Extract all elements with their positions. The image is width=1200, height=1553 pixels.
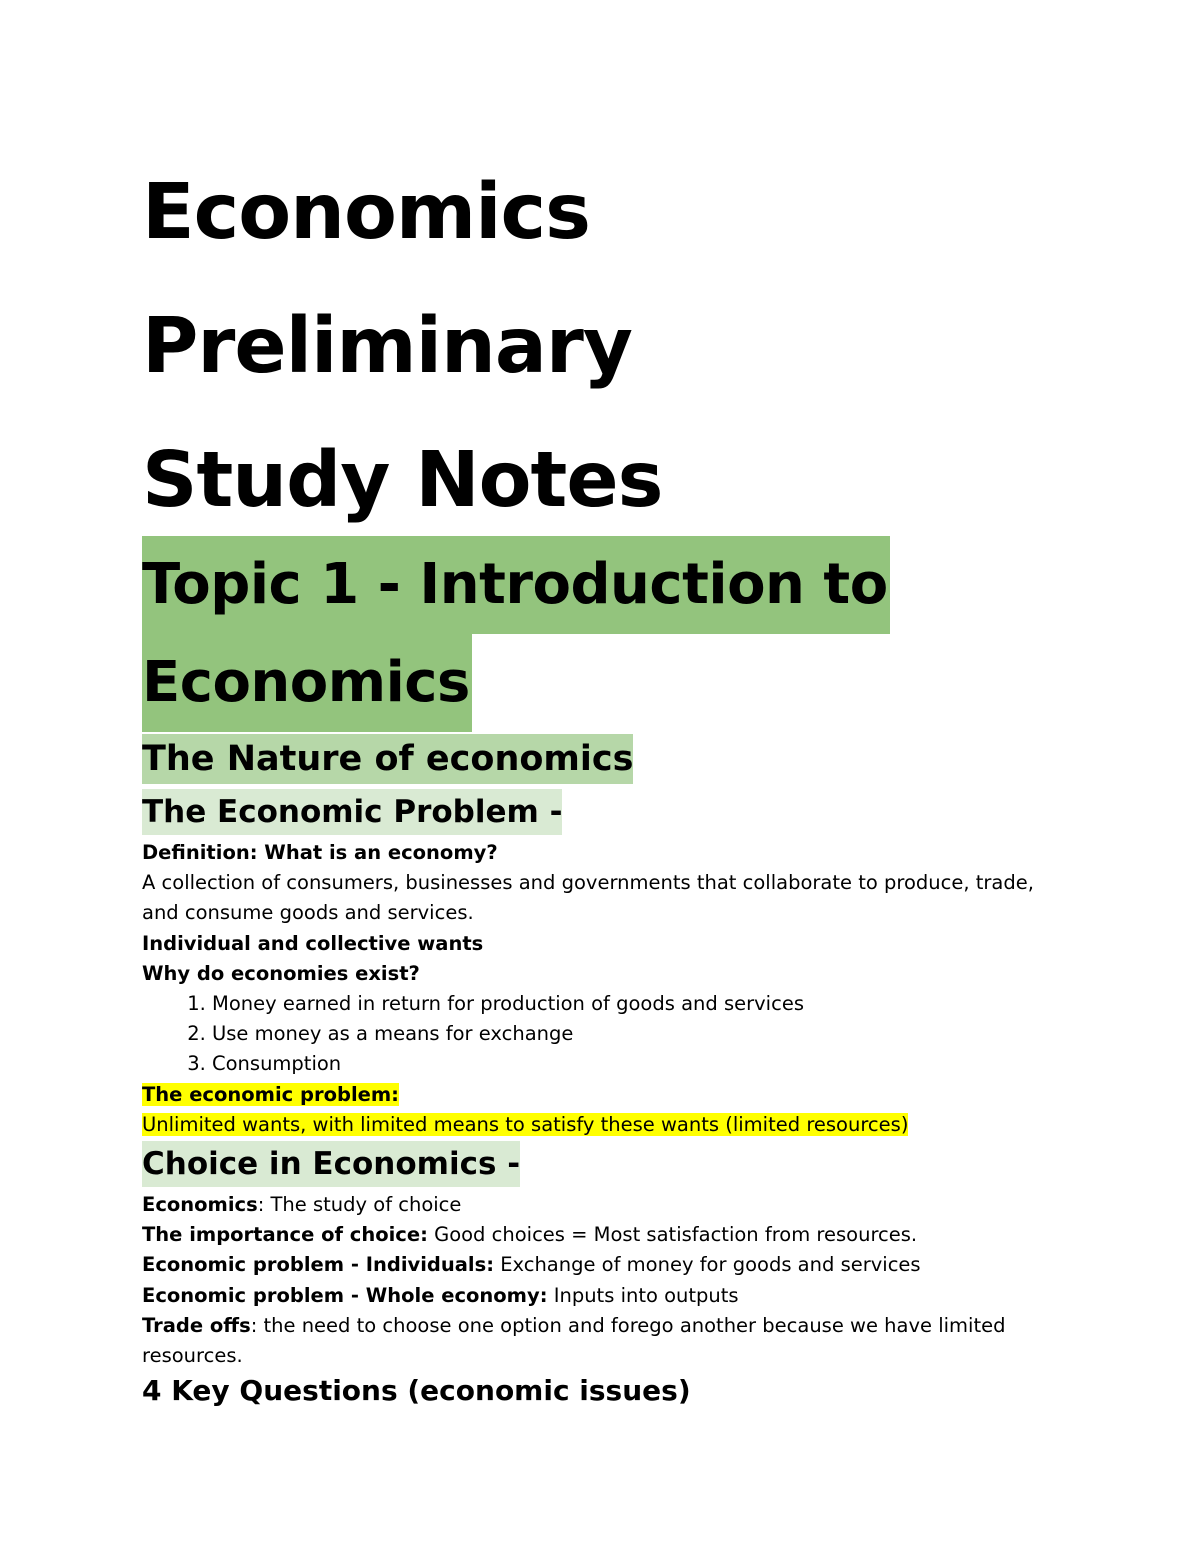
section-heading-economic-problem	[142, 789, 562, 835]
wants-heading: Individual and collective wants	[142, 931, 484, 955]
list-item: 2. Use money as a means for exchange	[212, 1019, 1072, 1049]
list-item: 3. Consumption	[212, 1049, 1072, 1079]
topic-heading	[142, 536, 890, 732]
choice-text: Inputs into outputs	[547, 1283, 739, 1307]
definition-heading: Definition: What is an economy?	[142, 841, 498, 864]
choice-sep: :	[257, 1193, 265, 1216]
choice-item	[142, 1281, 1072, 1311]
choice-text: Exchange of money for goods and services	[494, 1253, 921, 1277]
topic-line-2: Economics	[142, 634, 472, 732]
title-line-3: Study Notes	[142, 436, 663, 525]
section-choice-text: Choice in Economics -	[142, 1141, 520, 1187]
title-line-2: Preliminary	[142, 302, 632, 391]
section-heading-nature	[142, 734, 633, 784]
economic-problem-label: The economic problem:	[142, 1082, 399, 1106]
why-list	[142, 989, 1072, 1080]
choice-item	[142, 1220, 1072, 1250]
section-heading-choice	[142, 1141, 520, 1187]
choice-item	[142, 1190, 1072, 1220]
section-questions-text: 4 Key Questions (economic issues)	[142, 1374, 691, 1407]
choice-block	[142, 1190, 1072, 1371]
topic-line-1: Topic 1 - Introduction to	[142, 536, 890, 634]
choice-term: Economics	[142, 1193, 258, 1216]
choice-text: the need to choose one option and forego another because we have limited resources.	[142, 1313, 1006, 1368]
list-item: 1. Money earned in return for production of goods and services	[212, 989, 1072, 1019]
choice-item	[142, 1250, 1072, 1280]
choice-term: Economic problem - Individuals:	[142, 1253, 494, 1277]
section-problem-text: The Economic Problem -	[142, 789, 562, 835]
definition-text: A collection of consumers, businesses and governments that collaborate to produce, trade, and consume goods and services.	[142, 871, 1034, 925]
section-nature-text: The Nature of economics	[142, 734, 633, 784]
choice-term: Economic problem - Whole economy:	[142, 1283, 548, 1307]
choice-text: The study of choice	[264, 1193, 462, 1216]
choice-term: The importance of choice:	[142, 1223, 428, 1247]
economy-definition-block	[142, 838, 1072, 1140]
economic-problem-text: Unlimited wants, with limited means to satisfy these wants (limited resources)	[142, 1112, 909, 1136]
why-heading: Why do economies exist?	[142, 961, 420, 985]
section-heading-key-questions	[142, 1368, 691, 1414]
title-line-1: Economics	[142, 168, 590, 257]
document-title	[142, 146, 662, 548]
choice-sep: :	[250, 1313, 258, 1337]
choice-text: Good choices = Most satisfaction from resources.	[427, 1223, 918, 1247]
choice-term: Trade offs	[142, 1313, 251, 1337]
choice-item	[142, 1311, 1072, 1371]
